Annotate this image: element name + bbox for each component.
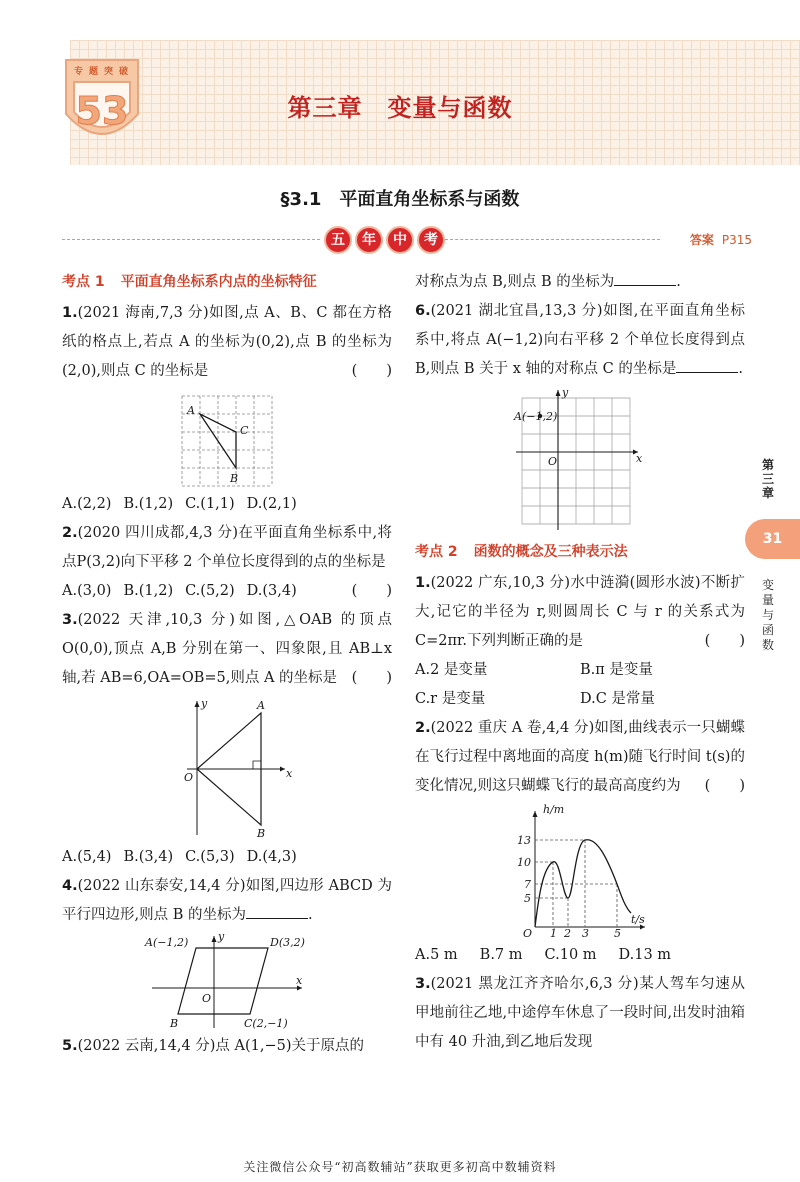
option-c: C.r 是变量 (415, 691, 486, 707)
option-a: A.2 是变量 (415, 662, 488, 678)
answer-reference (690, 231, 752, 248)
logo-number: 53 (75, 89, 129, 133)
question-5-continued (415, 268, 745, 297)
answer-blank (614, 269, 676, 286)
x-tick-3: 3 (582, 927, 589, 939)
question-text: (2022 山东泰安,14,4 分)如图,四边形 ABCD 为平行四边形,则点 B 的坐标为 (62, 878, 392, 923)
kaodian-title: 平面直角坐标系内点的坐标特征 (120, 274, 317, 290)
logo-char-1: 专 (74, 67, 84, 77)
options-q1 (62, 490, 392, 519)
origin-label: O (523, 927, 533, 939)
badge-char: 年 (355, 226, 383, 254)
answer-paren: ( ) (351, 363, 392, 379)
answer-paren: ( ) (704, 778, 745, 794)
option-b: B.(3,4) (123, 849, 174, 865)
option-b: B.(1,2) (123, 583, 174, 599)
point-a-label: A(−1,2) (514, 410, 558, 423)
y-tick-13: 13 (517, 834, 531, 847)
point-b-label: B (257, 827, 266, 840)
y-axis-label: y (201, 697, 208, 710)
answer-paren: ( ) (704, 633, 745, 649)
options-k2q2 (415, 941, 745, 970)
y-tick-7: 7 (524, 878, 531, 891)
option-b: B.π 是变量 (580, 662, 653, 678)
options-q3 (62, 843, 392, 872)
grid-figure-q6 (512, 386, 648, 536)
butterfly-height-graph (505, 803, 655, 939)
question-number: 1. (415, 575, 431, 591)
x-axis-label: x (286, 767, 293, 780)
option-b: B.7 m (479, 947, 523, 963)
point-a-label: A (187, 404, 195, 417)
logo-char-4: 破 (119, 67, 129, 77)
badge-char: 中 (386, 226, 414, 254)
chapter-title: 第三章 变量与函数 (287, 94, 513, 122)
question-number: 1. (62, 305, 78, 321)
section-title: §3.1 平面直角坐标系与函数 (280, 189, 520, 210)
option-d: D.(2,1) (246, 496, 297, 512)
question-4 (62, 872, 392, 930)
footer-note: 关注微信公众号“初高数辅站”获取更多初高中数辅资料 (243, 1160, 557, 1174)
k2-question-1 (415, 569, 745, 656)
option-c: C.(5,2) (185, 583, 235, 599)
k2-question-2 (415, 714, 745, 801)
question-text: (2022 重庆 A 卷,4,4 分)如图,曲线表示一只蝴蝶在飞行过程中离地面的高度 h(m)随飞行时间 t(s)的变化情况,则这只蝴蝶飞行的最高高度约为 (415, 720, 745, 794)
question-text: (2020 四川成都,4,3 分)在平面直角坐标系中,将点P(3,2)向下平移 2 个单位长度得到的点的坐标是 (62, 525, 392, 570)
question-6 (415, 297, 745, 384)
point-a-label: A(−1,2) (145, 936, 189, 949)
question-number: 2. (415, 720, 431, 736)
question-number: 3. (415, 976, 431, 992)
option-a: A.(3,0) (62, 583, 112, 599)
answer-label: 答案 (689, 233, 714, 247)
x-tick-1: 1 (550, 927, 557, 939)
logo-char-3: 突 (104, 67, 114, 77)
page-number-tab: 31 (745, 519, 800, 559)
y-axis-label: y (218, 932, 225, 943)
answer-paren: ( ) (351, 670, 392, 686)
question-text: (2022 广东,10,3 分)水中涟漪(圆形水波)不断扩大,记它的半径为 r,则圆周长 C 与 r 的关系式为 C=2πr.下列判断正确的是 (415, 575, 745, 649)
option-d: D.C 是常量 (580, 691, 655, 707)
tail-period: . (676, 274, 681, 290)
tail-period: . (307, 907, 313, 923)
origin-label: O (548, 455, 558, 468)
question-text: (2021 黑龙江齐齐哈尔,6,3 分)某人驾车匀速从甲地前往乙地,中途停车休息了一段时间,出发时油箱中有 40 升油,到乙地后发现 (415, 976, 745, 1050)
point-b-label: B (230, 472, 239, 485)
badge-char: 五 (324, 226, 352, 254)
answer-page: P315 (721, 233, 752, 247)
side-chapter-label: 第三章 (761, 458, 774, 500)
logo-char-2: 题 (89, 67, 99, 77)
question-text: (2022 天津,10,3 分)如图,△OAB 的顶点 O(0,0),顶点 A,B 分别在第一、四象限,且 AB⊥x 轴,若 AB=6,OA=OB=5,则点 A 的坐标是 (62, 612, 392, 686)
option-c: C.(1,1) (185, 496, 235, 512)
x-axis-label: x (296, 974, 303, 987)
question-text: (2021 海南,7,3 分)如图,点 A、B、C 都在方格纸的格点上,若点 A 的坐标为(0,2),点 B 的坐标为(2,0),则点 C 的坐标是 (62, 305, 392, 379)
left-column (62, 268, 392, 1061)
option-c: C.10 m (544, 947, 597, 963)
question-5 (62, 1032, 392, 1061)
x-tick-2: 2 (564, 927, 571, 939)
kaodian-title: 函数的概念及三种表示法 (473, 544, 628, 560)
kaodian-1-heading (62, 268, 392, 297)
point-b-label: B (170, 1017, 179, 1030)
option-a: A.5 m (415, 947, 458, 963)
y-axis-label: h/m (543, 803, 565, 816)
question-text: 对称点为点 B,则点 B 的坐标为 (415, 274, 615, 290)
kaodian-2-heading (415, 538, 745, 567)
option-a: A.(5,4) (62, 849, 112, 865)
origin-label: O (202, 992, 212, 1005)
question-3 (62, 606, 392, 693)
question-number: 6. (415, 303, 431, 319)
x-tick-5: 5 (614, 927, 621, 939)
option-d: D.13 m (618, 947, 672, 963)
point-c-label: C (240, 424, 249, 437)
answer-blank (246, 902, 308, 919)
x-axis-label: x (636, 452, 643, 465)
point-c-label: C(2,−1) (244, 1017, 288, 1030)
option-d: D.(4,3) (246, 849, 297, 865)
tail-period: . (738, 361, 743, 377)
divider-right (440, 239, 660, 240)
option-a: A.(2,2) (62, 496, 112, 512)
options-k2q1 (415, 656, 745, 714)
wunian-zhongkao-badge (324, 226, 445, 254)
grid-figure-q1 (172, 388, 282, 488)
badge-char: 考 (417, 226, 445, 254)
origin-label: O (184, 771, 194, 784)
triangle-figure-q3 (157, 695, 297, 841)
question-text: (2022 云南,14,4 分)点 A(1,−5)关于原点的 (77, 1038, 365, 1054)
y-axis-label: y (562, 386, 569, 399)
k2-question-3 (415, 970, 745, 1057)
option-d: D.(3,4) (246, 583, 297, 599)
side-section-label: 变量与函数 (761, 578, 774, 652)
question-number: 3. (62, 612, 78, 628)
point-a-label: A (257, 699, 265, 712)
question-text: (2021 湖北宜昌,13,3 分)如图,在平面直角坐标系中,将点 A(−1,2)向右平移 2 个单位长度得到点 B,则点 B 关于 x 轴的对称点 C 的坐标是 (415, 303, 745, 377)
divider-left (62, 239, 320, 240)
x-axis-label: t/s (631, 913, 645, 926)
answer-blank (676, 356, 738, 373)
kaodian-label: 考点 1 (62, 274, 105, 290)
question-number: 2. (62, 525, 78, 541)
option-b: B.(1,2) (123, 496, 174, 512)
parallelogram-figure-q4 (142, 932, 312, 1030)
option-c: C.(5,3) (185, 849, 235, 865)
y-tick-10: 10 (517, 856, 531, 869)
options-q2 (62, 577, 352, 606)
answer-paren: ( ) (351, 583, 392, 599)
point-d-label: D(3,2) (270, 936, 305, 949)
question-1 (62, 299, 392, 386)
y-tick-5: 5 (524, 892, 531, 905)
right-column (415, 268, 745, 1057)
question-number: 5. (62, 1038, 78, 1054)
question-number: 4. (62, 878, 78, 894)
kaodian-label: 考点 2 (415, 544, 458, 560)
